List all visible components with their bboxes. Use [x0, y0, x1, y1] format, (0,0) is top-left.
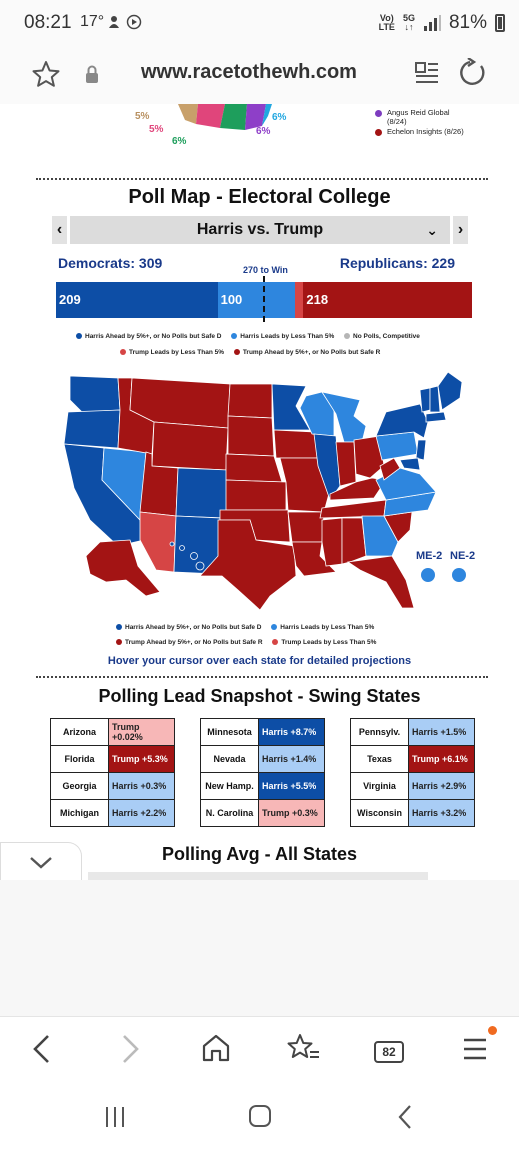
electoral-bar-segment: 218: [303, 282, 472, 318]
electoral-bar-segment: 100: [218, 282, 295, 318]
signal-icon: [423, 15, 441, 31]
swing-state-table: [200, 718, 325, 827]
state-south-dakota: [228, 416, 274, 456]
swing-state-name: Texas: [351, 746, 409, 773]
chevron-down-icon: ⌄: [426, 222, 438, 238]
state-hawaii: [170, 542, 174, 546]
state-tennessee: [320, 500, 386, 518]
swing-state-row: [201, 719, 325, 746]
volte-indicator: Vo) LTE: [378, 13, 395, 32]
us-electoral-map[interactable]: [60, 370, 480, 610]
notification-icon: [106, 14, 122, 30]
pie-label: 5%: [135, 111, 150, 122]
matchup-dropdown[interactable]: [70, 216, 450, 244]
chevron-down-icon: [29, 856, 53, 870]
swing-state-name: Florida: [51, 746, 109, 773]
pie-label: 6%: [172, 136, 187, 147]
matchup-dropdown-value: Harris vs. Trump: [196, 221, 324, 238]
home-button-icon[interactable]: [248, 1104, 272, 1128]
state-north-dakota: [228, 384, 272, 418]
swing-state-row: [351, 773, 475, 800]
swing-state-lead: Harris +5.5%: [259, 773, 325, 800]
swing-state-table: [50, 718, 175, 827]
state-new-york: [376, 404, 428, 438]
state-new-jersey: [416, 440, 426, 460]
page-content: [0, 104, 519, 880]
electoral-bar-segment: 209: [56, 282, 218, 318]
swing-state-row: [51, 719, 175, 746]
next-matchup-button[interactable]: ›: [453, 216, 468, 244]
swing-state-lead: Harris +2.2%: [109, 800, 175, 827]
snapshot-title: Polling Lead Snapshot - Swing States: [98, 686, 421, 706]
state-vermont: [420, 388, 430, 412]
swing-state-name: Pennsylv.: [351, 719, 409, 746]
menu-notification-dot: [488, 1026, 497, 1035]
tabs-button[interactable]: 82: [374, 1041, 404, 1063]
swing-state-name: Nevada: [201, 746, 259, 773]
swing-state-lead: Trump +6.1%: [409, 746, 475, 773]
status-bar: [0, 0, 519, 46]
legend-item: Trump Ahead by 5%+, or No Polls but Safe R: [108, 639, 263, 646]
swing-state-row: [351, 719, 475, 746]
state-oregon: [64, 410, 120, 448]
system-back-icon[interactable]: [396, 1104, 414, 1130]
swing-state-lead: Harris +1.5%: [409, 719, 475, 746]
swing-state-lead: Harris +2.9%: [409, 773, 475, 800]
blank-area: [0, 880, 519, 1016]
state-indiana: [336, 442, 356, 486]
state-arkansas: [288, 512, 324, 542]
swing-state-name: Arizona: [51, 719, 109, 746]
state-wyoming: [152, 422, 228, 470]
legend-item: Trump Leads by Less Than 5%: [112, 349, 224, 356]
swing-state-table: [350, 718, 475, 827]
win-threshold-line: [263, 276, 265, 322]
state-pennsylvania: [376, 432, 418, 460]
legend-item: Trump Ahead by 5%+, or No Polls but Safe R: [226, 349, 381, 356]
swing-state-name: Georgia: [51, 773, 109, 800]
state-mississippi: [322, 518, 342, 566]
state-nebraska: [226, 454, 282, 482]
swing-state-lead: Trump +5.3%: [109, 746, 175, 773]
legend-item: Harris Leads by Less Than 5%: [223, 333, 334, 340]
swing-state-row: [201, 800, 325, 827]
bookmark-star-icon[interactable]: [31, 60, 61, 88]
state-maine: [438, 372, 462, 410]
reload-icon[interactable]: [458, 58, 488, 88]
state-washington: [70, 376, 120, 412]
reader-mode-icon[interactable]: [414, 60, 440, 86]
state-maryland: [400, 458, 420, 470]
swing-state-name: Wisconsin: [351, 800, 409, 827]
matchup-selector: [52, 216, 468, 244]
swing-state-row: [51, 800, 175, 827]
swing-state-row: [51, 746, 175, 773]
system-navigation-bar: [0, 1082, 519, 1152]
polling-avg-title: Polling Avg - All States: [161, 844, 358, 864]
state-florida: [348, 556, 414, 608]
status-time: 08:21: [24, 12, 72, 33]
swing-state-lead: Harris +3.2%: [409, 800, 475, 827]
swing-state-row: [201, 746, 325, 773]
legend-item: No Polls, Competitive: [336, 333, 420, 340]
battery-percentage: 81%: [448, 12, 487, 33]
swing-state-lead: Harris +1.4%: [259, 746, 325, 773]
swing-state-name: Minnesota: [201, 719, 259, 746]
swing-state-lead: Trump +0.3%: [259, 800, 325, 827]
pie-legend-item: Angus Reid Global (8/24): [375, 108, 450, 126]
swing-state-name: New Hamp.: [201, 773, 259, 800]
swing-state-row: [51, 773, 175, 800]
district-label-ne2: NE-2: [450, 550, 476, 562]
electoral-bar-segment: [295, 282, 304, 318]
state-alabama: [342, 518, 366, 564]
swing-state-lead: Harris +8.7%: [259, 719, 325, 746]
state-iowa: [274, 430, 318, 458]
legend-dot: [375, 129, 382, 136]
map-legend-lower: [108, 624, 374, 631]
bookmarks-icon[interactable]: [286, 1033, 320, 1063]
pie-legend-item: Echelon Insights (8/26): [375, 127, 464, 136]
play-icon: [126, 14, 142, 30]
section-divider: [36, 178, 488, 180]
map-legend-upper: [68, 333, 420, 340]
section-divider: [36, 676, 488, 678]
legend-item: Trump Leads by Less Than 5%: [264, 639, 376, 646]
swing-state-row: [201, 773, 325, 800]
republicans-total: Republicans: 229: [339, 255, 455, 271]
back-icon[interactable]: [30, 1033, 52, 1065]
district-dot-me2[interactable]: [421, 568, 435, 582]
hover-instruction: Hover your cursor over each state for detailed projections: [107, 655, 412, 667]
swing-state-row: [351, 746, 475, 773]
democrats-total: Democrats: 309: [58, 255, 163, 271]
battery-icon: [495, 14, 505, 32]
collapse-toolbar-button[interactable]: [0, 842, 82, 880]
pie-label: 6%: [272, 112, 287, 123]
legend-item: Harris Ahead by 5%+, or No Polls but Safe D: [108, 624, 261, 631]
district-label-me2: ME-2: [416, 550, 443, 562]
forward-icon[interactable]: [120, 1033, 142, 1065]
map-legend-upper-2: [112, 349, 380, 356]
legend-item: Harris Leads by Less Than 5%: [263, 624, 374, 631]
swing-state-name: Virginia: [351, 773, 409, 800]
swing-state-lead: Trump +0.02%: [109, 719, 175, 746]
legend-dot: [375, 110, 382, 117]
menu-icon[interactable]: [462, 1037, 488, 1061]
swing-state-row: [351, 800, 475, 827]
legend-item: Harris Ahead by 5%+, or No Polls but Safe D: [68, 333, 221, 340]
polling-avg-selector-partial[interactable]: [88, 872, 428, 880]
5g-indicator: 5G ↓↑: [402, 13, 415, 32]
district-dot-ne2[interactable]: [452, 568, 466, 582]
swing-state-name: Michigan: [51, 800, 109, 827]
status-temperature: 17°: [80, 13, 105, 30]
pie-label: 5%: [149, 124, 164, 135]
poll-map-title: Poll Map - Electoral College: [128, 186, 391, 208]
recent-apps-icon[interactable]: [104, 1105, 126, 1129]
swing-state-lead: Harris +0.3%: [109, 773, 175, 800]
home-icon[interactable]: [201, 1033, 231, 1063]
map-legend-lower-2: [108, 639, 376, 646]
state-kansas: [226, 480, 286, 510]
browser-toolbar: [0, 46, 519, 104]
url-text[interactable]: www.racetothewh.com: [141, 61, 357, 83]
browser-navigation-bar: [0, 1016, 519, 1082]
state-massachusetts: [426, 412, 446, 422]
prev-matchup-button[interactable]: ‹: [52, 216, 67, 244]
win-threshold-label: 270 to Win: [243, 265, 288, 275]
lock-icon[interactable]: [84, 64, 100, 84]
swing-state-name: N. Carolina: [201, 800, 259, 827]
pie-label: 6%: [256, 126, 271, 137]
state-arizona: [140, 512, 176, 572]
